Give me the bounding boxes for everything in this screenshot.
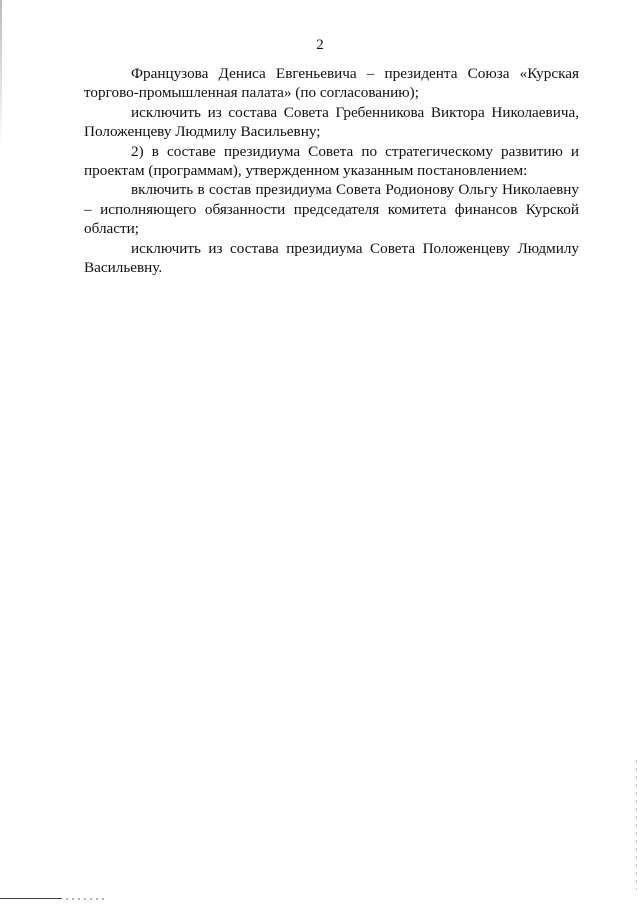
document-body bbox=[84, 64, 579, 277]
paragraph-include-rodionova: включить в состав президиума Совета Родионову Ольгу Николаевну – исполняющего обязанности председателя комитета финансов Курской области; bbox=[84, 181, 579, 238]
footer-marks bbox=[66, 898, 106, 900]
footer-rule bbox=[0, 898, 62, 899]
scan-edge-shadow bbox=[0, 0, 2, 150]
scan-edge-marks bbox=[636, 760, 637, 890]
paragraph-exclude-presidium: исключить из состава президиума Совета Положенцеву Людмилу Васильевну. bbox=[84, 239, 579, 277]
paragraph-exclude-council: исключить из состава Совета Гребенникова Виктора Николаевича, Положенцеву Людмилу Васильевну; bbox=[84, 103, 579, 141]
paragraph-include-frantsuzov: Французова Дениса Евгеньевича – президента Союза «Курская торгово-промышленная палата» (по согласованию); bbox=[84, 65, 579, 102]
page-number: 2 bbox=[316, 37, 324, 53]
paragraph-presidium-composition: 2) в составе президиума Совета по стратегическому развитию и проектам (программам), утвержденном указанным постановлением: bbox=[84, 142, 579, 180]
